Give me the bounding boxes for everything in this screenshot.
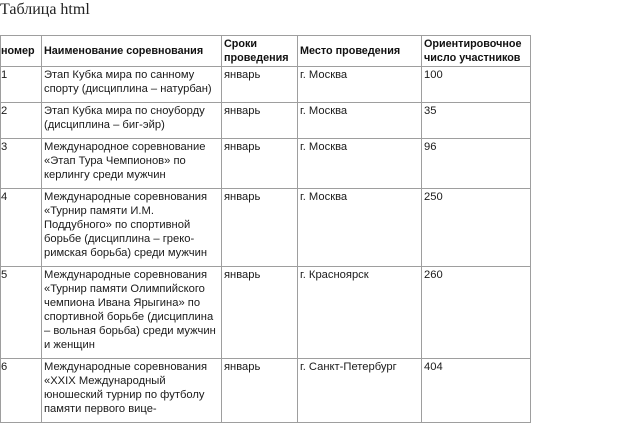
cell-dates: январь [222, 139, 298, 189]
cell-participants: 35 [422, 103, 531, 139]
column-header-number: номер [1, 36, 42, 67]
cell-number: 6 [1, 359, 42, 423]
cell-dates: январь [222, 359, 298, 423]
table-row [1, 67, 531, 103]
table-row [1, 139, 531, 189]
cell-number: 4 [1, 189, 42, 267]
cell-dates: январь [222, 267, 298, 359]
cell-name: Этап Кубка мира по санному спорту (дисциплина – натурбан) [42, 67, 222, 103]
cell-participants: 100 [422, 67, 531, 103]
table-row [1, 359, 531, 423]
cell-number: 5 [1, 267, 42, 359]
cell-name: Международные соревнования «XXIX Международный юношеский турнир по футболу памяти первого вице- [42, 359, 222, 423]
column-header-participants: Ориентировочное число участников [422, 36, 531, 67]
table-header [1, 36, 531, 67]
cell-location: г. Москва [298, 189, 422, 267]
table-row [1, 103, 531, 139]
column-header-name: Наименование соревнования [42, 36, 222, 67]
cell-dates: январь [222, 67, 298, 103]
cell-location: г. Москва [298, 103, 422, 139]
cell-dates: январь [222, 103, 298, 139]
cell-name: Международные соревнования «Турнир памяти И.М. Поддубного» по спортивной борьбе (дисциплина – греко-римская борьба) среди мужчин [42, 189, 222, 267]
table-header-row [1, 36, 531, 67]
column-header-dates: Сроки проведения [222, 36, 298, 67]
cell-number: 1 [1, 67, 42, 103]
cell-location: г. Москва [298, 139, 422, 189]
competitions-table [0, 35, 531, 423]
column-header-location: Место проведения [298, 36, 422, 67]
cell-location: г. Красноярск [298, 267, 422, 359]
cell-number: 3 [1, 139, 42, 189]
table-row [1, 267, 531, 359]
cell-participants: 260 [422, 267, 531, 359]
cell-number: 2 [1, 103, 42, 139]
table-body [1, 67, 531, 423]
cell-participants: 96 [422, 139, 531, 189]
cell-location: г. Москва [298, 67, 422, 103]
cell-name: Международное соревнование «Этап Тура Чемпионов» по керлингу среди мужчин [42, 139, 222, 189]
table-row [1, 189, 531, 267]
cell-name: Этап Кубка мира по сноуборду (дисциплина – биг-эйр) [42, 103, 222, 139]
page-title: Таблица html [0, 1, 90, 18]
cell-participants: 404 [422, 359, 531, 423]
cell-location: г. Санкт-Петербург [298, 359, 422, 423]
cell-name: Международные соревнования «Турнир памяти Олимпийского чемпиона Ивана Ярыгина» по спортивной борьбе (дисциплина – вольная борьба) среди мужчин и женщин [42, 267, 222, 359]
cell-participants: 250 [422, 189, 531, 267]
cell-dates: январь [222, 189, 298, 267]
